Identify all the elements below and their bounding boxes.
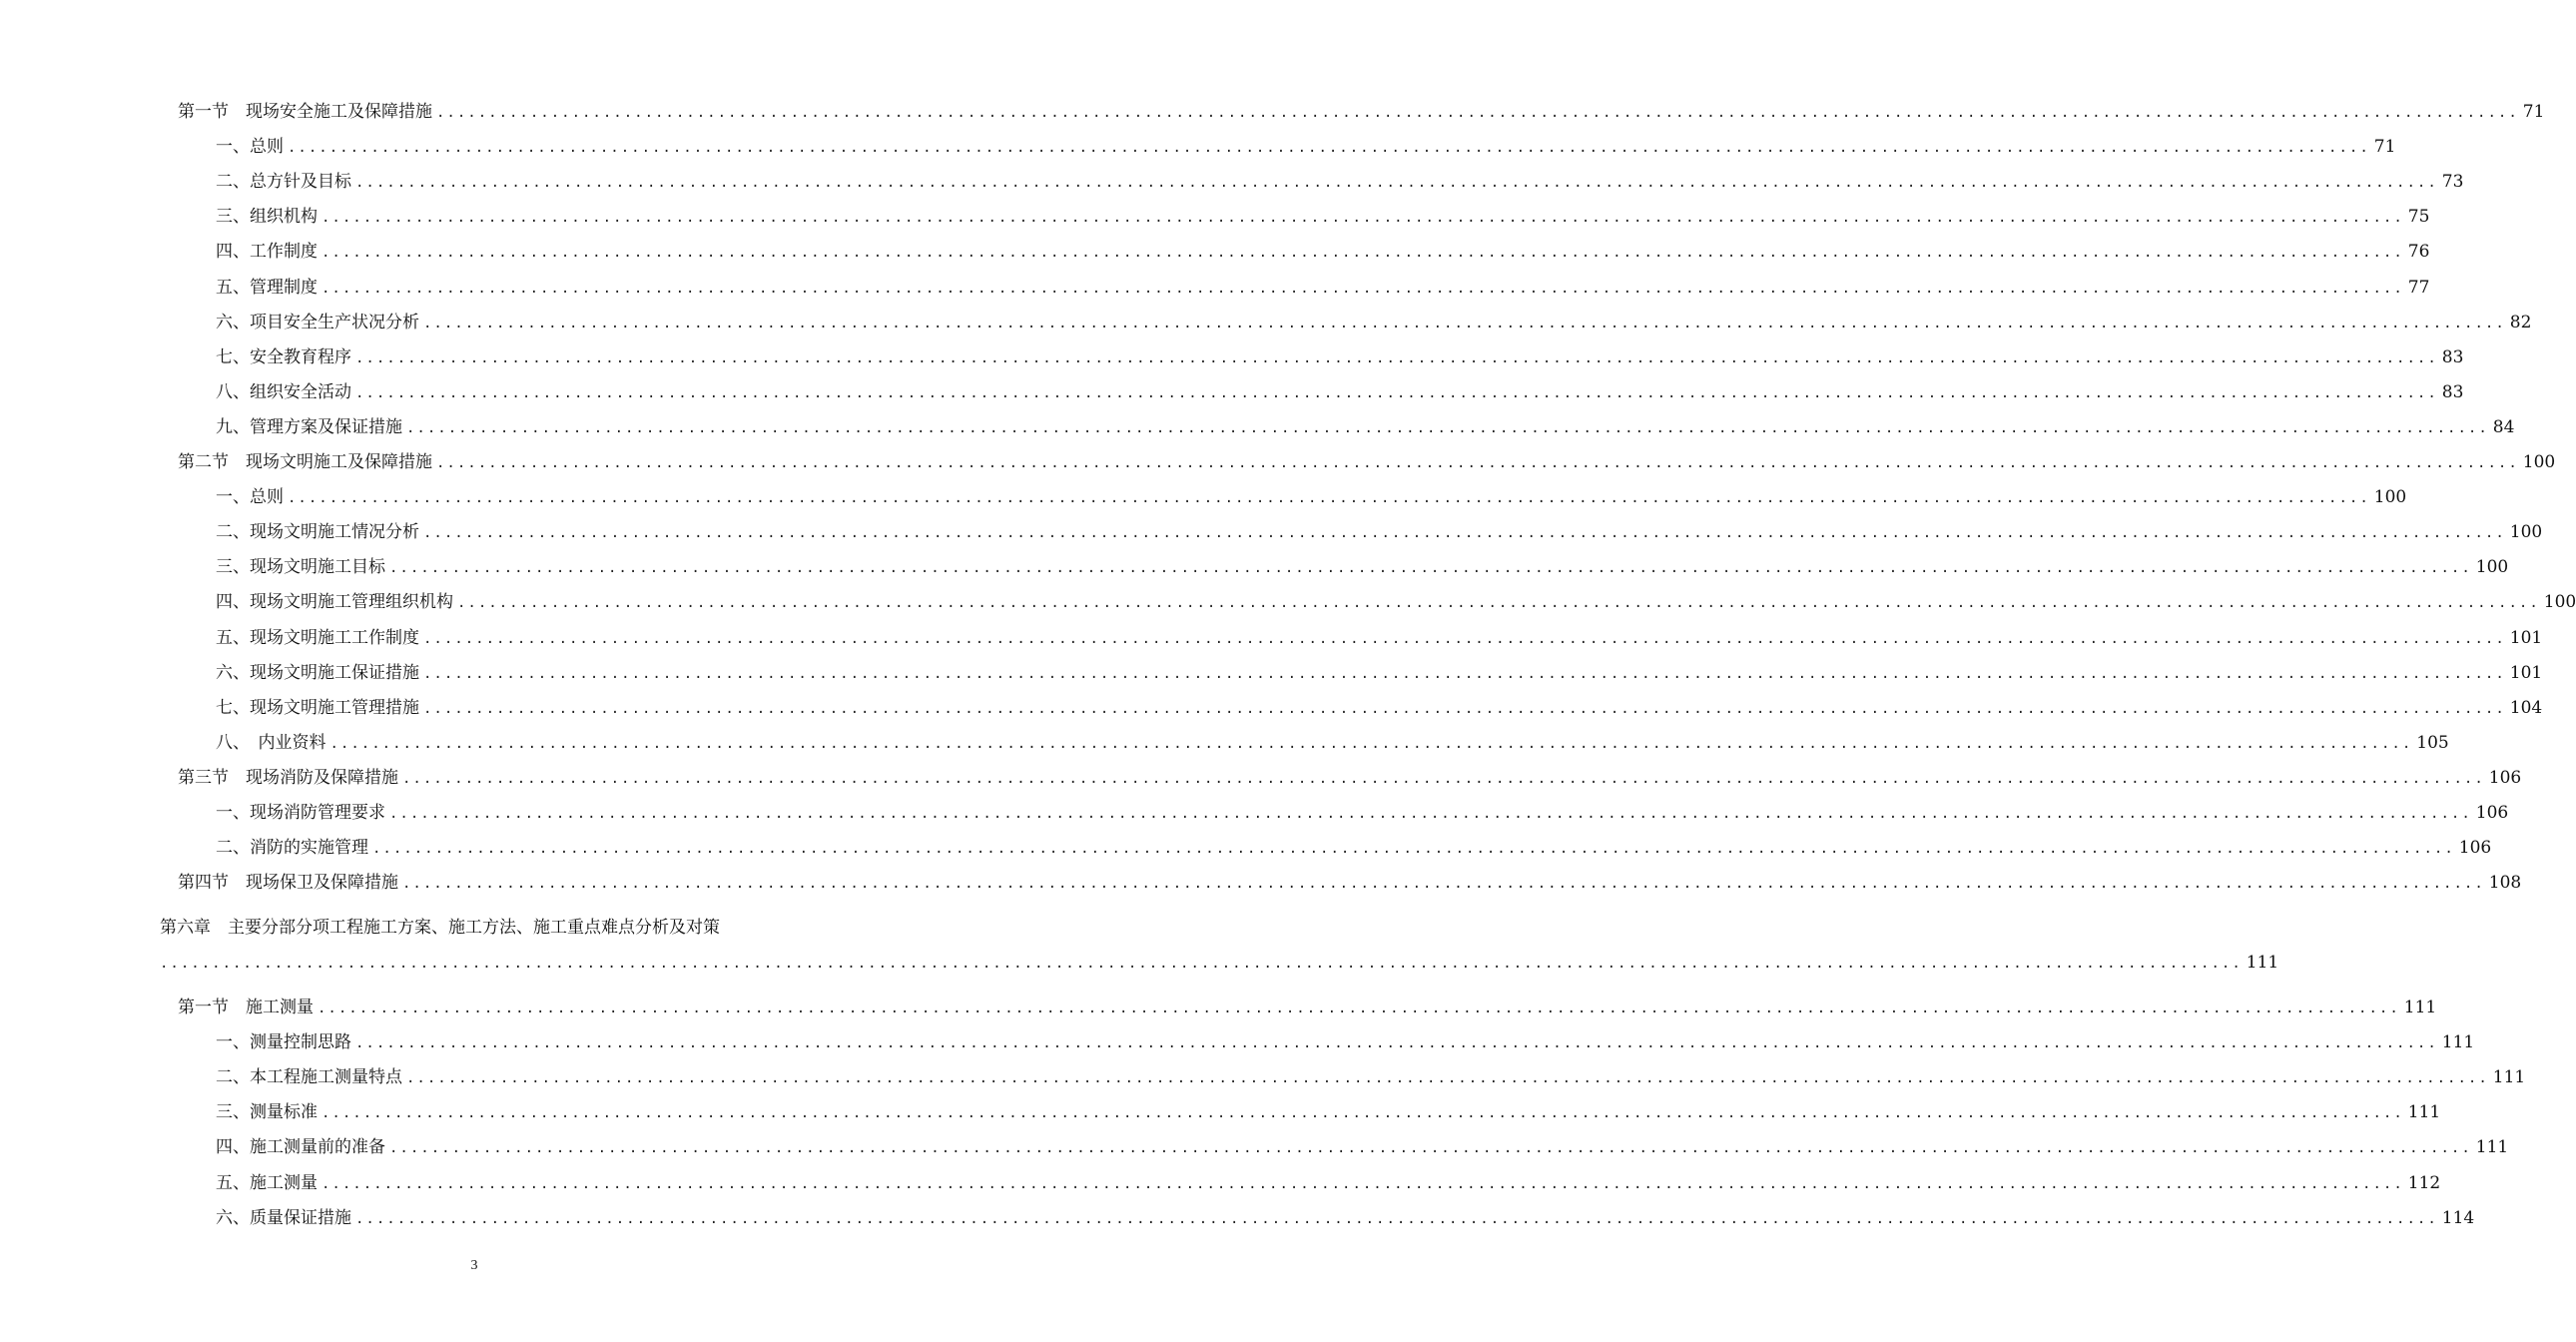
toc-entry-label: 一、总则 — [216, 137, 284, 158]
toc-entry-label: 七、现场文明施工管理措施 — [216, 697, 419, 718]
dot-leader: ........................................................................................................................................................................................................ — [423, 665, 2506, 682]
chapter-six-page: 111 — [2246, 953, 2279, 973]
toc-item-row — [216, 414, 2515, 440]
dot-leader: ........................................................................................................................................................................................................ — [423, 630, 2506, 647]
toc-entry-page: 101 — [2509, 662, 2543, 683]
toc-entry-page: 100 — [2373, 487, 2407, 508]
dot-leader: ........................................................................................................................................................................................................ — [160, 956, 2243, 972]
toc-entry-page: 111 — [2475, 1137, 2509, 1158]
toc-item-row — [216, 589, 2576, 615]
toc-item-row — [216, 730, 2449, 756]
dot-leader: ........................................................................................................................................................................................................ — [322, 1175, 2404, 1192]
dot-leader: ........................................................................................................................................................................................................ — [423, 525, 2506, 542]
toc-entry-label: 第三节 现场消防及保障措施 — [178, 767, 398, 788]
toc-entry-label: 五、施工测量 — [216, 1172, 318, 1193]
toc-entry-page: 75 — [2407, 207, 2430, 228]
toc-entry-label: 四、施工测量前的准备 — [216, 1137, 385, 1158]
toc-item-row — [216, 1205, 2475, 1231]
toc-entry-page: 83 — [2441, 346, 2464, 367]
dot-leader: ........................................................................................................................................................................................................ — [372, 841, 2455, 858]
toc-entry-page: 76 — [2407, 242, 2430, 263]
toc-entry-label: 一、总则 — [216, 487, 284, 508]
toc-item-row — [216, 379, 2464, 405]
toc-item-row — [216, 204, 2430, 230]
dot-leader: ........................................................................................................................................................................................................ — [288, 490, 2370, 507]
toc-entry-label: 三、测量标准 — [216, 1102, 318, 1123]
dot-leader: ........................................................................................................................................................................................................ — [355, 1035, 2438, 1052]
dot-leader: ........................................................................................................................................................................................................ — [322, 245, 2404, 262]
toc-entry-page: 100 — [2522, 452, 2556, 472]
toc-section-row — [178, 870, 2522, 896]
toc-item-row — [216, 134, 2396, 160]
toc-item-row — [216, 1170, 2441, 1196]
toc-entry-page: 111 — [2441, 1032, 2475, 1053]
toc-entry-page: 112 — [2407, 1172, 2441, 1193]
dot-leader: ........................................................................................................................................................................................................ — [406, 1070, 2489, 1087]
dot-leader: ........................................................................................................................................................................................................ — [402, 770, 2485, 787]
dot-leader: ........................................................................................................................................................................................................ — [355, 1210, 2438, 1227]
toc-item-row — [216, 275, 2430, 301]
toc-entry-page: 100 — [2543, 592, 2576, 613]
toc-entry-page: 73 — [2441, 172, 2464, 193]
toc-entry-label: 第二节 现场文明施工及保障措施 — [178, 452, 432, 472]
toc-item-row — [216, 800, 2509, 826]
toc-entry-label: 第四节 现场保卫及保障措施 — [178, 873, 398, 894]
toc-entry-page: 101 — [2509, 627, 2543, 648]
toc-entry-label: 五、现场文明施工工作制度 — [216, 627, 419, 648]
toc-entry-page: 106 — [2488, 767, 2522, 788]
toc-item-row — [216, 625, 2543, 651]
toc-entry-label: 四、工作制度 — [216, 242, 318, 263]
toc-entry-label: 二、总方针及目标 — [216, 172, 351, 193]
dot-leader: ........................................................................................................................................................................................................ — [389, 560, 2472, 577]
toc-entry-page: 82 — [2509, 312, 2532, 333]
toc-entry-label: 四、现场文明施工管理组织机构 — [216, 592, 453, 613]
toc-entry-page: 106 — [2475, 803, 2509, 823]
toc-entry-label: 八、 内业资料 — [216, 732, 326, 753]
toc-item-row — [216, 695, 2543, 721]
dot-leader: ........................................................................................................................................................................................................ — [423, 315, 2506, 332]
toc-item-row — [216, 554, 2509, 580]
toc-entry-page: 71 — [2373, 137, 2396, 158]
dot-leader: ........................................................................................................................................................................................................ — [288, 140, 2370, 157]
toc-entry-label: 六、质量保证措施 — [216, 1207, 351, 1228]
toc-entry-label: 三、组织机构 — [216, 207, 318, 228]
toc-entry-label: 一、测量控制思路 — [216, 1032, 351, 1053]
dot-leader: ........................................................................................................................................................................................................ — [322, 210, 2404, 227]
toc-entry-label: 九、管理方案及保证措施 — [216, 416, 402, 437]
toc-entry-label: 二、现场文明施工情况分析 — [216, 522, 419, 543]
chapter-six-title: 第六章 主要分部分项工程施工方案、施工方法、施工重点难点分析及对策 — [160, 918, 720, 938]
page-number: 3 — [470, 1258, 478, 1273]
toc-section-row — [178, 449, 2556, 475]
toc-entry-label: 七、安全教育程序 — [216, 346, 351, 367]
toc-item-row — [216, 519, 2543, 545]
dot-leader: ........................................................................................................................................................................................................ — [329, 735, 2413, 752]
toc-item-row — [216, 484, 2407, 510]
toc-section-row — [178, 99, 2545, 125]
toc-entry-page: 111 — [2407, 1102, 2441, 1123]
toc-entry-page: 106 — [2458, 838, 2492, 859]
toc-item-row — [216, 1099, 2441, 1125]
toc-entry-page: 111 — [2492, 1067, 2526, 1088]
toc-entry-page: 84 — [2492, 416, 2515, 437]
toc-item-row — [216, 660, 2543, 686]
dot-leader: ........................................................................................................................................................................................................ — [402, 876, 2485, 893]
dot-leader: ........................................................................................................................................................................................................ — [406, 419, 2489, 436]
toc-entry-page: 77 — [2407, 277, 2430, 298]
dot-leader: ........................................................................................................................................................................................................ — [423, 700, 2506, 717]
toc-entry-label: 一、现场消防管理要求 — [216, 803, 385, 823]
toc-entry-page: 100 — [2475, 557, 2509, 578]
dot-leader: ........................................................................................................................................................................................................ — [355, 175, 2438, 192]
toc-entry-page: 108 — [2488, 873, 2522, 894]
toc-entry-page: 104 — [2509, 697, 2543, 718]
toc-entry-label: 六、项目安全生产状况分析 — [216, 312, 419, 333]
toc-entry-page: 105 — [2416, 732, 2449, 753]
toc-entry-label: 二、本工程施工测量特点 — [216, 1067, 402, 1088]
toc-entry-label: 三、现场文明施工目标 — [216, 557, 385, 578]
toc-entry-page: 111 — [2403, 998, 2437, 1017]
dot-leader: ........................................................................................................................................................................................................ — [318, 1001, 2400, 1016]
dot-leader: ........................................................................................................................................................................................................ — [322, 1105, 2404, 1122]
toc-entry-page: 71 — [2522, 102, 2545, 122]
toc-entry-page: 83 — [2441, 381, 2464, 402]
dot-leader: ........................................................................................................................................................................................................ — [322, 280, 2404, 297]
toc-item-row — [216, 169, 2464, 195]
dot-leader: ........................................................................................................................................................................................................ — [355, 384, 2438, 401]
toc-entry-page: 114 — [2441, 1207, 2475, 1228]
toc-entry-label: 六、现场文明施工保证措施 — [216, 662, 419, 683]
toc-item-row — [216, 835, 2492, 861]
toc-item-row — [216, 239, 2430, 265]
toc-entry-label: 八、组织安全活动 — [216, 381, 351, 402]
chapter-six-leader-row — [160, 950, 2279, 976]
toc-item-row — [216, 1134, 2509, 1160]
toc-entry-label: 第一节 施工测量 — [178, 998, 314, 1017]
toc-item-row — [216, 344, 2464, 370]
toc-item-row — [216, 1064, 2526, 1090]
dot-leader: ........................................................................................................................................................................................................ — [436, 105, 2519, 121]
toc-entry-label: 第一节 现场安全施工及保障措施 — [178, 102, 432, 122]
toc-entry-page: 100 — [2509, 522, 2543, 543]
toc-section-row — [178, 765, 2522, 791]
toc-item-row — [216, 1029, 2475, 1055]
toc-item-row — [216, 310, 2532, 336]
dot-leader: ........................................................................................................................................................................................................ — [457, 595, 2540, 612]
dot-leader: ........................................................................................................................................................................................................ — [389, 1140, 2472, 1157]
dot-leader: ........................................................................................................................................................................................................ — [355, 349, 2438, 366]
toc-entry-label: 二、消防的实施管理 — [216, 838, 368, 859]
dot-leader: ........................................................................................................................................................................................................ — [389, 806, 2472, 822]
dot-leader: ........................................................................................................................................................................................................ — [436, 455, 2519, 471]
toc-section-row — [178, 995, 2437, 1020]
toc-entry-label: 五、管理制度 — [216, 277, 318, 298]
